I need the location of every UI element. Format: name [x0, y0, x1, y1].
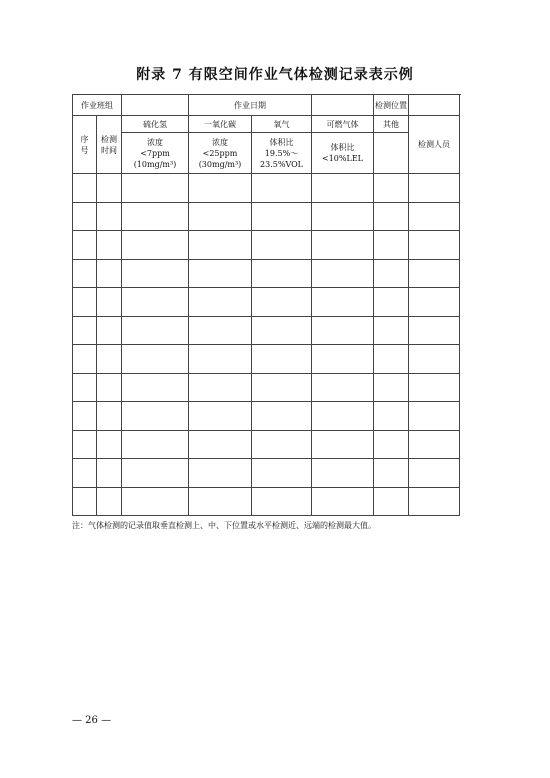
table-cell[interactable] — [409, 373, 460, 402]
o2-limit: 体积比 19.5%～ 23.5%VOL — [252, 133, 312, 174]
table-cell[interactable] — [409, 402, 460, 431]
table-cell[interactable] — [189, 316, 252, 345]
table-cell[interactable] — [122, 345, 189, 374]
table-cell[interactable] — [73, 316, 97, 345]
table-cell[interactable] — [409, 430, 460, 459]
table-cell[interactable] — [374, 487, 409, 516]
table-cell[interactable] — [409, 487, 460, 516]
table-cell[interactable] — [189, 487, 252, 516]
table-cell[interactable] — [189, 174, 252, 203]
table-cell[interactable] — [73, 487, 97, 516]
table-cell[interactable] — [189, 231, 252, 260]
table-cell[interactable] — [189, 373, 252, 402]
table-row — [73, 487, 460, 516]
table-cell[interactable] — [73, 373, 97, 402]
h2s-limit: 浓度 <7ppm (10mg/m³) — [122, 133, 189, 174]
table-cell[interactable] — [122, 487, 189, 516]
page-title: 附录 7 有限空间作业气体检测记录表示例 — [136, 67, 414, 83]
table-cell[interactable] — [409, 202, 460, 231]
table-cell[interactable] — [97, 174, 122, 203]
table-cell[interactable] — [312, 487, 374, 516]
table-cell[interactable] — [97, 231, 122, 260]
table-cell[interactable] — [189, 402, 252, 431]
table-cell[interactable] — [252, 316, 312, 345]
table-cell[interactable] — [252, 345, 312, 374]
table-row — [73, 373, 460, 402]
table-cell[interactable] — [252, 402, 312, 431]
table-cell[interactable] — [312, 430, 374, 459]
table-cell[interactable] — [252, 231, 312, 260]
team-value-cell[interactable] — [122, 95, 189, 116]
table-cell[interactable] — [122, 316, 189, 345]
data-rows — [73, 174, 460, 516]
table-cell[interactable] — [374, 259, 409, 288]
table-cell[interactable] — [252, 430, 312, 459]
table-cell[interactable] — [73, 174, 97, 203]
table-cell[interactable] — [122, 259, 189, 288]
gas-detection-record-table — [72, 94, 460, 516]
table-cell[interactable] — [97, 259, 122, 288]
table-cell[interactable] — [374, 459, 409, 488]
table-row — [73, 402, 460, 431]
table-cell[interactable] — [97, 402, 122, 431]
table-cell[interactable] — [189, 345, 252, 374]
table-row — [73, 345, 460, 374]
table-cell[interactable] — [374, 231, 409, 260]
table-cell[interactable] — [97, 202, 122, 231]
table-cell[interactable] — [312, 259, 374, 288]
table-cell[interactable] — [122, 402, 189, 431]
table-row — [73, 288, 460, 317]
table-row — [73, 174, 460, 203]
column-name-row — [73, 116, 460, 133]
table-cell[interactable] — [252, 259, 312, 288]
table-cell[interactable] — [122, 202, 189, 231]
table-cell[interactable] — [97, 345, 122, 374]
team-label: 作业班组 — [73, 95, 122, 116]
o2-header: 氧气 — [252, 116, 312, 133]
table-cell[interactable] — [312, 231, 374, 260]
table-cell[interactable] — [97, 430, 122, 459]
table-cell[interactable] — [409, 316, 460, 345]
table-cell[interactable] — [409, 288, 460, 317]
table-row — [73, 459, 460, 488]
table-cell[interactable] — [312, 373, 374, 402]
limit-row — [73, 133, 460, 174]
table-cell[interactable] — [122, 459, 189, 488]
other-limit — [374, 133, 409, 174]
location-label: 检测位置 — [374, 95, 409, 116]
table-cell[interactable] — [409, 259, 460, 288]
table-cell[interactable] — [122, 174, 189, 203]
inspector-header: 检测人员 — [409, 116, 460, 174]
h2s-header: 硫化氢 — [122, 116, 189, 133]
table-cell[interactable] — [409, 345, 460, 374]
table-cell[interactable] — [312, 345, 374, 374]
table-cell[interactable] — [409, 231, 460, 260]
table-cell[interactable] — [189, 259, 252, 288]
table-cell[interactable] — [189, 459, 252, 488]
table-cell[interactable] — [73, 402, 97, 431]
table-row — [73, 430, 460, 459]
table-cell[interactable] — [122, 288, 189, 317]
table-cell[interactable] — [97, 316, 122, 345]
table-cell[interactable] — [374, 430, 409, 459]
table-cell[interactable] — [73, 202, 97, 231]
table-cell[interactable] — [73, 231, 97, 260]
table-cell[interactable] — [252, 288, 312, 317]
table-cell[interactable] — [73, 345, 97, 374]
header-row — [73, 95, 460, 116]
table-cell[interactable] — [122, 430, 189, 459]
table-cell[interactable] — [312, 202, 374, 231]
table-cell[interactable] — [252, 174, 312, 203]
flammable-limit: 体积比 <10%LEL — [312, 133, 374, 174]
table-cell[interactable] — [73, 430, 97, 459]
table-cell[interactable] — [374, 316, 409, 345]
table-cell[interactable] — [73, 459, 97, 488]
table-cell[interactable] — [252, 202, 312, 231]
table-cell[interactable] — [189, 202, 252, 231]
table-cell[interactable] — [189, 430, 252, 459]
table-cell[interactable] — [374, 345, 409, 374]
table-cell[interactable] — [374, 373, 409, 402]
table-cell[interactable] — [252, 373, 312, 402]
co-header: 一氧化碳 — [189, 116, 252, 133]
table-cell[interactable] — [97, 288, 122, 317]
table-cell[interactable] — [312, 174, 374, 203]
table-row — [73, 316, 460, 345]
table-row — [73, 202, 460, 231]
table-cell[interactable] — [97, 487, 122, 516]
seq-header: 序 号 — [73, 116, 97, 174]
table-cell[interactable] — [189, 288, 252, 317]
table-cell[interactable] — [374, 202, 409, 231]
flammable-header: 可燃气体 — [312, 116, 374, 133]
table-cell[interactable] — [374, 288, 409, 317]
date-label: 作业日期 — [189, 95, 312, 116]
table-cell[interactable] — [122, 373, 189, 402]
table-cell[interactable] — [312, 316, 374, 345]
time-header: 检测 时间 — [97, 116, 122, 174]
table-cell[interactable] — [409, 459, 460, 488]
table-cell[interactable] — [374, 174, 409, 203]
table-row — [73, 231, 460, 260]
table-note: 注：气体检测的记录值取垂直检测上、中、下位置或水平检测近、远端的检测最大值。 — [72, 521, 376, 530]
table-row — [73, 259, 460, 288]
co-limit: 浓度 <25ppm (30mg/m³) — [189, 133, 252, 174]
location-value-cell[interactable] — [409, 95, 460, 116]
table-cell[interactable] — [73, 288, 97, 317]
table-cell[interactable] — [312, 402, 374, 431]
table-cell[interactable] — [312, 459, 374, 488]
other-header: 其他 — [374, 116, 409, 133]
table-cell[interactable] — [252, 459, 312, 488]
table-cell[interactable] — [252, 487, 312, 516]
table-cell[interactable] — [374, 402, 409, 431]
table-cell[interactable] — [97, 459, 122, 488]
date-value-cell[interactable] — [312, 95, 374, 116]
table-cell[interactable] — [312, 288, 374, 317]
table-cell[interactable] — [97, 373, 122, 402]
table-cell[interactable] — [73, 259, 97, 288]
table-cell[interactable] — [122, 231, 189, 260]
page-number: — 26 — — [72, 715, 112, 726]
table-cell[interactable] — [409, 174, 460, 203]
